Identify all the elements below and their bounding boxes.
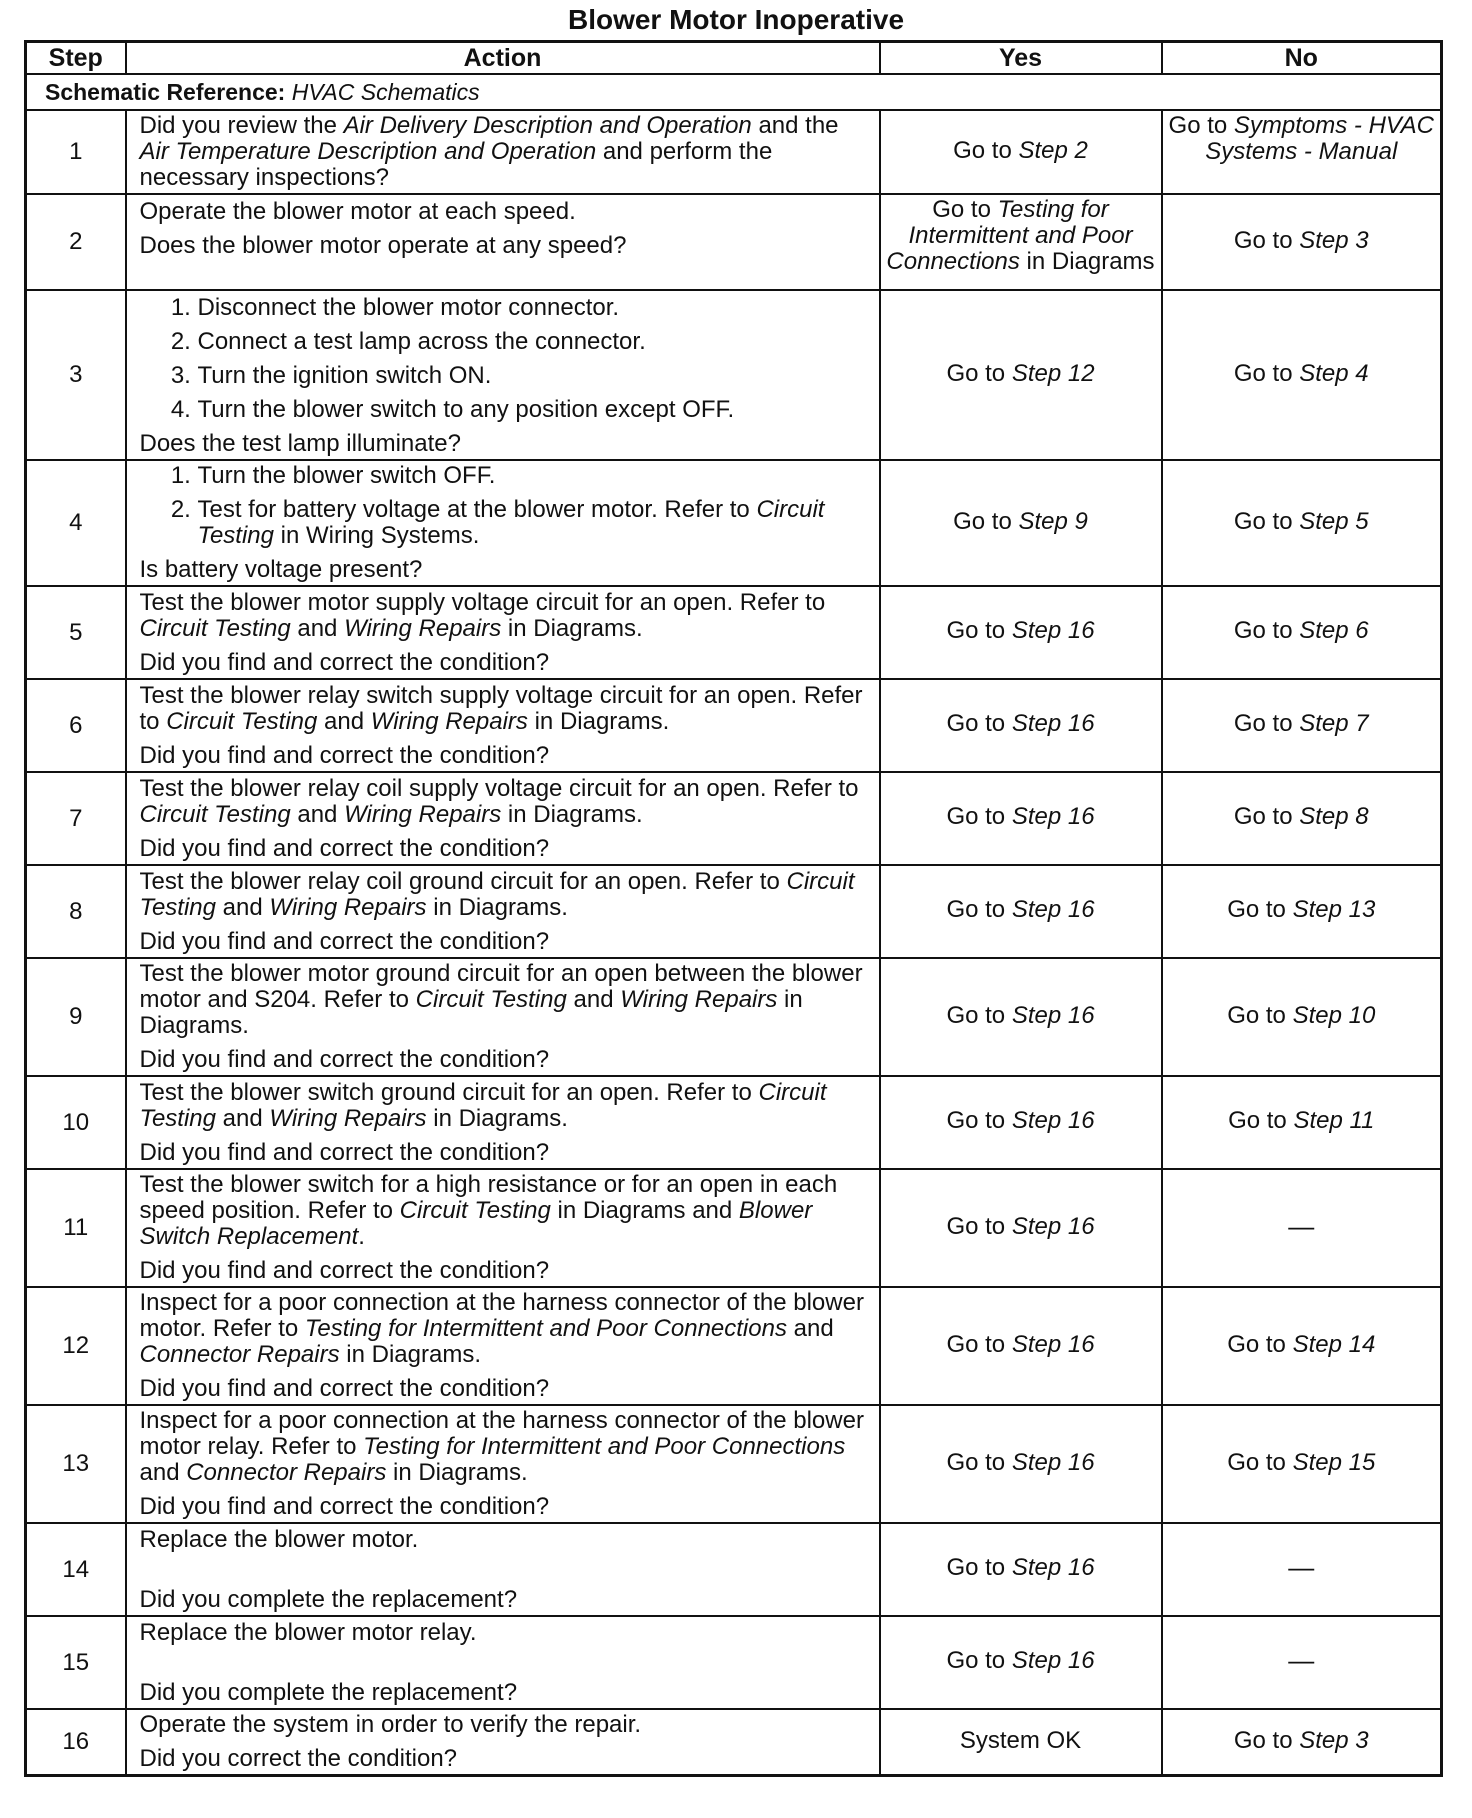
step-number: 15 (26, 1616, 126, 1709)
action-cell: Test the blower switch for a high resistance or for an open in each speed position. Refer to Circuit Testing in Diagrams and Blower Switch Replacement. Did you find and correct the condition? (126, 1169, 880, 1287)
doc-link[interactable]: Testing for Intermittent and Poor Connections (886, 196, 1133, 275)
table-row (26, 958, 1442, 1076)
step-link[interactable]: Step 5 (1299, 507, 1369, 535)
doc-link[interactable]: Circuit Testing (399, 1197, 551, 1224)
table-row (26, 110, 1442, 194)
step-link[interactable]: Step 16 (1011, 1554, 1095, 1581)
action-cell: Test the blower switch ground circuit for an open. Refer to Circuit Testing and Wiring Repairs in Diagrams. Did you find and correct the condition? (126, 1076, 880, 1169)
no-cell: Go to Step 3 (1162, 1709, 1442, 1776)
schematic-reference (26, 74, 1442, 110)
action-cell (126, 290, 880, 460)
step-number: 1 (26, 110, 126, 194)
step-link[interactable]: Step 12 (1011, 359, 1095, 387)
doc-link[interactable]: Wiring Repairs (344, 800, 502, 828)
no-cell: Go to Step 3 (1162, 194, 1442, 290)
question: Did you find and correct the condition? (139, 1257, 550, 1284)
action-cell: Replace the blower motor relay. Did you complete the replacement? (126, 1616, 880, 1709)
yes-cell: Go to Step 16 (880, 1287, 1162, 1405)
yes-cell: Go to Step 16 (880, 772, 1162, 865)
yes-cell: Go to Step 16 (880, 865, 1162, 958)
table-row (26, 679, 1442, 772)
table-row (26, 460, 1442, 586)
yes-cell: Go to Step 2 (880, 110, 1162, 194)
step-link[interactable]: Step 3 (1299, 1726, 1369, 1754)
no-cell: Go to Step 5 (1162, 460, 1442, 586)
action-cell (126, 460, 880, 586)
table-row (26, 1616, 1442, 1709)
step-link[interactable]: Step 8 (1299, 803, 1369, 830)
no-result-dash: — (1288, 1552, 1315, 1582)
table-row (26, 865, 1442, 958)
header-yes: Yes (880, 42, 1162, 75)
no-cell: Go to Step 13 (1162, 865, 1442, 958)
no-cell: Go to Symptoms - HVAC Systems - Manual (1162, 110, 1442, 194)
step-link[interactable]: Step 16 (1011, 1448, 1095, 1476)
doc-link[interactable]: Air Temperature Description and Operation (139, 138, 597, 165)
step-link[interactable]: Step 16 (1011, 1107, 1095, 1134)
step-number: 12 (26, 1287, 126, 1405)
no-cell: Go to Step 6 (1162, 586, 1442, 679)
question: Did you find and correct the condition? (139, 1046, 550, 1073)
step-link[interactable]: Step 2 (1018, 136, 1088, 164)
doc-link[interactable]: Circuit Testing (139, 1078, 827, 1132)
table-row (26, 290, 1442, 460)
no-cell: Go to Step 7 (1162, 679, 1442, 772)
step-link[interactable]: Step 16 (1011, 1212, 1095, 1240)
step-link[interactable]: Step 11 (1293, 1107, 1375, 1134)
table-row (26, 194, 1442, 290)
question: Did you find and correct the condition? (139, 1493, 550, 1520)
question: Did you find and correct the condition? (139, 927, 550, 955)
question: Did you complete the replacement? (139, 1678, 518, 1706)
page-title: Blower Motor Inoperative (567, 4, 905, 35)
no-result-dash: — (1288, 1645, 1315, 1675)
doc-link[interactable]: Symptoms - HVAC Systems - Manual (1205, 112, 1434, 165)
no-cell: Go to Step 15 (1162, 1405, 1442, 1523)
question: Did you find and correct the condition? (139, 1138, 550, 1166)
step-link[interactable]: Step 3 (1299, 226, 1369, 254)
header-row (26, 42, 1442, 75)
question: Did you find and correct the condition? (139, 1375, 550, 1402)
action-cell: Did you review the Air Delivery Description and Operation and the Air Temperature Description and Operation and perform the necessary inspections? (126, 110, 880, 194)
yes-cell: Go to Step 16 (880, 679, 1162, 772)
doc-link[interactable]: Circuit Testing (197, 496, 825, 549)
doc-link[interactable]: Wiring Repairs (269, 1104, 427, 1132)
action-cell: Operate the system in order to verify the repair. Did you correct the condition? (126, 1709, 880, 1776)
no-cell (1162, 1523, 1442, 1616)
yes-cell: Go to Step 9 (880, 460, 1162, 586)
table-row (26, 586, 1442, 679)
step-number: 2 (26, 194, 126, 290)
step-number: 4 (26, 460, 126, 586)
no-cell: Go to Step 8 (1162, 772, 1442, 865)
action-cell: Test the blower relay coil supply voltage circuit for an open. Refer to Circuit Testing and Wiring Repairs in Diagrams. Did you find and correct the condition? (126, 772, 880, 865)
schematic-reference-row (26, 74, 1442, 110)
question: Is battery voltage present? (139, 556, 423, 583)
action-cell: Operate the blower motor at each speed. Does the blower motor operate at any speed? (126, 194, 880, 290)
question: Did you find and correct the condition? (139, 648, 550, 676)
yes-cell: Go to Step 16 (880, 1616, 1162, 1709)
yes-cell: Go to Step 12 (880, 290, 1162, 460)
yes-cell: Go to Testing for Intermittent and Poor Connections in Diagrams (880, 194, 1162, 290)
action-cell: Test the blower motor ground circuit for an open between the blower motor and S204. Refer to Circuit Testing and Wiring Repairs in Diagrams. Did you find and correct the condition? (126, 958, 880, 1076)
table-row (26, 1709, 1442, 1776)
doc-link[interactable]: Circuit Testing (166, 707, 318, 735)
step-link[interactable]: Step 13 (1292, 896, 1376, 923)
procedure-list: 1. Turn the blower switch OFF. 2. Test for battery voltage at the blower motor. Refer to Circuit Testing in Wiring Systems. (150, 463, 871, 549)
no-cell: Go to Step 11 (1162, 1076, 1442, 1169)
schematic-reference-label: Schematic Reference: (45, 79, 286, 105)
yes-cell: Go to Step 16 (880, 1405, 1162, 1523)
yes-cell: Go to Step 16 (880, 958, 1162, 1076)
doc-link[interactable]: Testing for Intermittent and Poor Connections (304, 1315, 787, 1342)
doc-link[interactable]: Connector Repairs (186, 1459, 387, 1486)
action-cell: Inspect for a poor connection at the harness connector of the blower motor relay. Refer to Testing for Intermittent and Poor Connections and Connector Repairs in Diagrams. Did you find and correct the condition? (126, 1405, 880, 1523)
no-cell: Go to Step 4 (1162, 290, 1442, 460)
yes-cell: Go to Step 16 (880, 1076, 1162, 1169)
no-cell: Go to Step 10 (1162, 958, 1442, 1076)
procedure-list: 1. Disconnect the blower motor connector. 2. Connect a test lamp across the connector. 3. Turn the ignition switch ON. 4. Turn the blower switch to any position except OFF. (150, 295, 871, 423)
action-cell: Replace the blower motor. Did you complete the replacement? (126, 1523, 880, 1616)
yes-cell: Go to Step 16 (880, 1169, 1162, 1287)
step-link[interactable]: Step 15 (1292, 1448, 1376, 1476)
table-row (26, 1405, 1442, 1523)
no-cell (1162, 1169, 1442, 1287)
doc-link[interactable]: Air Delivery Description and Operation (343, 112, 752, 139)
step-number: 7 (26, 772, 126, 865)
step-link[interactable]: Step 16 (1011, 617, 1095, 644)
step-number: 8 (26, 865, 126, 958)
step-number: 6 (26, 679, 126, 772)
step-number: 10 (26, 1076, 126, 1169)
yes-cell (880, 1709, 1162, 1776)
doc-link[interactable]: Wiring Repairs (620, 986, 778, 1013)
doc-link[interactable]: Wiring Repairs (269, 893, 427, 921)
action-cell: Test the blower motor supply voltage circuit for an open. Refer to Circuit Testing and Wiring Repairs in Diagrams. Did you find and correct the condition? (126, 586, 880, 679)
diagnostic-table (24, 40, 1443, 1777)
step-link[interactable]: Step 4 (1299, 359, 1369, 387)
question: Did you find and correct the condition? (139, 741, 550, 769)
header-no: No (1162, 42, 1442, 75)
action-cell: Test the blower relay switch supply voltage circuit for an open. Refer to Circuit Testing and Wiring Repairs in Diagrams. Did you find and correct the condition? (126, 679, 880, 772)
step-link[interactable]: Step 16 (1011, 1647, 1095, 1674)
table-row (26, 1169, 1442, 1287)
doc-link[interactable]: Wiring Repairs (344, 614, 502, 642)
yes-cell: Go to Step 16 (880, 586, 1162, 679)
step-number: 5 (26, 586, 126, 679)
step-link[interactable]: Step 14 (1292, 1330, 1376, 1358)
no-cell: Go to Step 14 (1162, 1287, 1442, 1405)
step-number: 11 (26, 1169, 126, 1287)
doc-link[interactable]: Testing for Intermittent and Poor Connections (363, 1433, 846, 1460)
step-link[interactable]: Step 16 (1011, 710, 1095, 737)
doc-link[interactable]: Connector Repairs (139, 1341, 340, 1368)
step-link[interactable]: Step 6 (1299, 617, 1369, 644)
no-result-dash: — (1288, 1210, 1315, 1241)
doc-link[interactable]: Circuit Testing (139, 614, 291, 642)
table-row (26, 1523, 1442, 1616)
question: Does the blower motor operate at any speed? (139, 232, 627, 259)
table-row (26, 1287, 1442, 1405)
result-text: System OK (959, 1726, 1082, 1754)
question: Did you find and correct the condition? (139, 834, 550, 862)
header-step: Step (26, 42, 126, 75)
step-number: 13 (26, 1405, 126, 1523)
doc-link[interactable]: Circuit Testing (139, 800, 291, 828)
step-link[interactable]: Step 16 (1011, 896, 1095, 923)
doc-link[interactable]: Circuit Testing (139, 867, 855, 921)
table-row (26, 772, 1442, 865)
table-row (26, 1076, 1442, 1169)
step-number: 14 (26, 1523, 126, 1616)
question: Does the test lamp illuminate? (139, 430, 461, 457)
action-cell: Inspect for a poor connection at the harness connector of the blower motor. Refer to Testing for Intermittent and Poor Connections and Connector Repairs in Diagrams. Did you find and correct the condition? (126, 1287, 880, 1405)
header-action: Action (126, 42, 880, 75)
step-number: 9 (26, 958, 126, 1076)
step-number: 16 (26, 1709, 126, 1776)
no-cell (1162, 1616, 1442, 1709)
step-number: 3 (26, 290, 126, 460)
doc-link[interactable]: Circuit Testing (415, 986, 567, 1013)
schematic-reference-link[interactable]: HVAC Schematics (291, 79, 480, 105)
action-cell: Test the blower relay coil ground circuit for an open. Refer to Circuit Testing and Wiring Repairs in Diagrams. Did you find and correct the condition? (126, 865, 880, 958)
doc-link[interactable]: Blower Switch Replacement (139, 1197, 813, 1250)
step-link[interactable]: Step 16 (1011, 1001, 1095, 1029)
step-link[interactable]: Step 9 (1018, 507, 1088, 535)
step-link[interactable]: Step 16 (1011, 1330, 1095, 1358)
question: Did you correct the condition? (139, 1745, 458, 1772)
step-link[interactable]: Step 16 (1011, 803, 1095, 830)
step-link[interactable]: Step 7 (1299, 710, 1369, 737)
doc-link[interactable]: Wiring Repairs (370, 707, 528, 735)
question: Did you complete the replacement? (139, 1585, 518, 1613)
step-link[interactable]: Step 10 (1292, 1001, 1376, 1029)
yes-cell: Go to Step 16 (880, 1523, 1162, 1616)
